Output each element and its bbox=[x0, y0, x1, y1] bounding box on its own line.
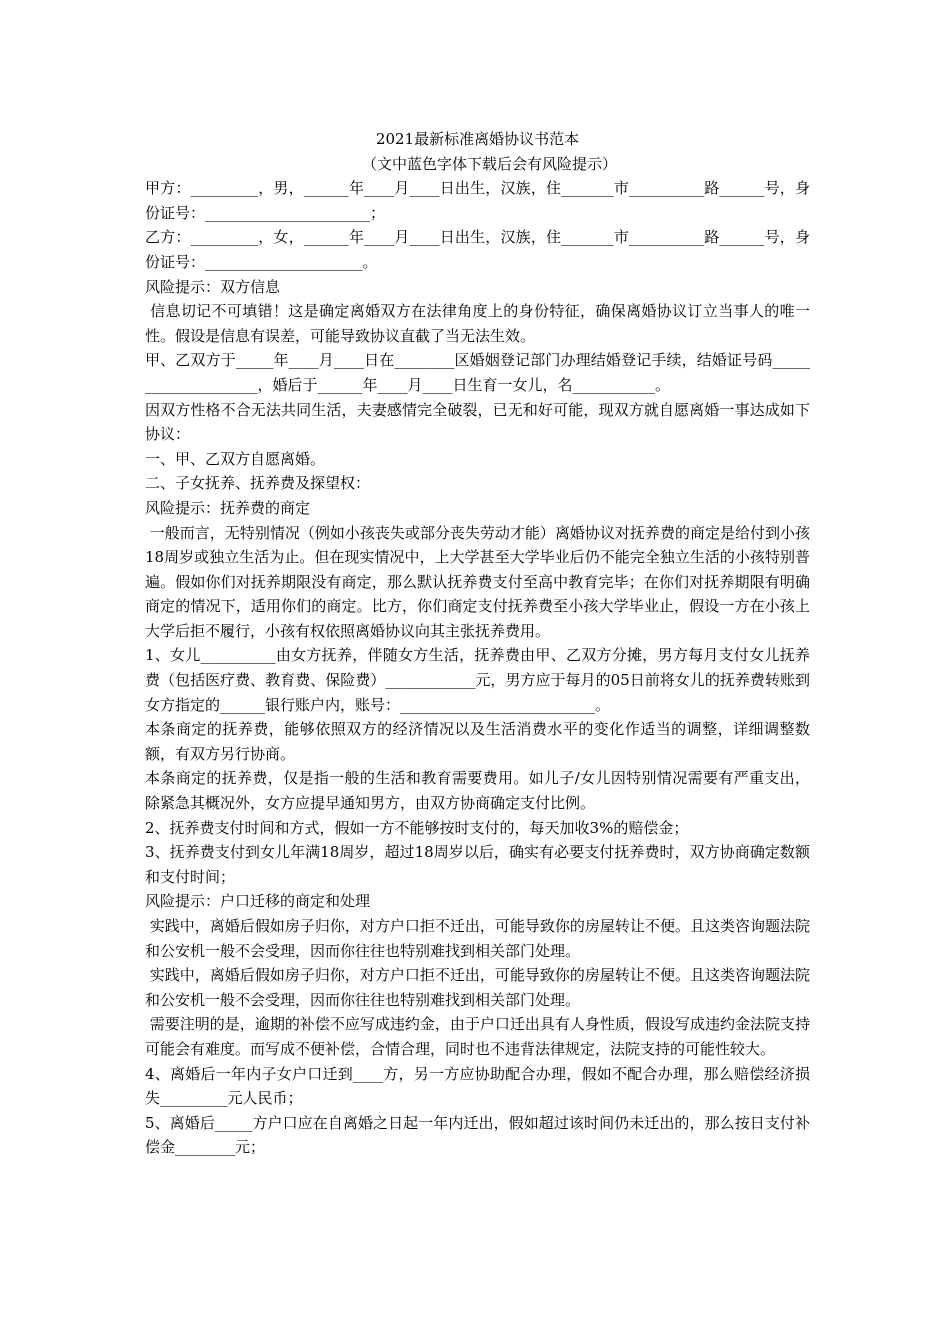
risk-tip-text: 需要注明的是，逾期的补偿不应写成违约金，由于户口迁出具有人身性质，假设写成违约金法院支持可能会有难度。而写成不便补偿，合情合理，同时也不违背法律规定，法院支持的可能性较大。 bbox=[145, 1015, 810, 1058]
clause-2-heading: 二、子女抚养、抚养费及探望权： bbox=[145, 474, 371, 493]
divorce-reason: 因双方性格不合无法共同生活，夫妻感情完全破裂，已无和好可能，现双方就自愿离婚一事达成如下协议： bbox=[145, 400, 810, 444]
marriage-info: 甲、乙双方于_____年____月____日在________区婚姻登记部门办理结婚登记手续，结婚证号码____________________，婚后于______年____月____日生育一女儿，名___________。 bbox=[145, 351, 810, 394]
risk-tip-heading: 风险提示：双方信息 bbox=[145, 277, 281, 296]
child-support-clause: 1、女儿__________由女方抚养，伴随女方生活，抚养费由甲、乙双方分摊，男方每月支付女儿抚养费（包括医疗费、教育费、保险费）____________元，男方应于每月的05日前将女儿的抚养费转账到女方指定的______银行账户内，账号：__________________________。 bbox=[145, 646, 810, 714]
support-scope-note: 本条商定的抚养费，仅是指一般的生活和教育需要费用。如儿子/女儿因特别情况需要有严重支出，除紧急其概况外，女方应提早通知男方，由双方协商确定支付比例。 bbox=[145, 769, 810, 813]
party-b-info: 乙方：_________，女，______年____月____日出生，汉族，住_______市__________路______号，身份证号：_____________________。 bbox=[145, 228, 810, 271]
document-title: 2021最新标准离婚协议书范本 bbox=[375, 130, 580, 148]
clause-1: 一、甲、乙双方自愿离婚。 bbox=[145, 449, 326, 468]
document-subtitle: （文中蓝色字体下载后会有风险提示） bbox=[361, 154, 617, 173]
risk-tip-text: 信息切记不可填错！这是确定离婚双方在法律角度上的身份特征，确保离婚协议订立当事人的唯一性。假设是信息有误差，可能导致协议直截了当无法生效。 bbox=[145, 302, 810, 345]
party-a-info: 甲方：_________，男，______年____月____日出生，汉族，住_______市__________路______号，身份证号：______________________； bbox=[145, 179, 810, 222]
support-payment-clause: 2、抚养费支付时间和方式，假如一方不能够按时支付的，每天加收3%的赔偿金； bbox=[145, 818, 689, 837]
risk-tip-text: 实践中，离婚后假如房子归你，对方户口拒不迁出，可能导致你的房屋转让不便。且这类咨询题法院和公安机一般不会受理，因而你往往也特别难找到相关部门处理。 bbox=[145, 917, 810, 960]
support-adjustment-note: 本条商定的抚养费，能够依照双方的经济情况以及生活消费水平的变化作适当的调整，详细调整数额，有双方另行协商。 bbox=[145, 720, 810, 763]
risk-tip-text: 实践中，离婚后假如房子归你，对方户口拒不迁出，可能导致你的房屋转让不便。且这类咨询题法院和公安机一般不会受理，因而你往往也特别难找到相关部门处理。 bbox=[145, 966, 810, 1009]
document-body bbox=[145, 127, 810, 1160]
support-duration-clause: 3、抚养费支付到女儿年满18周岁，超过18周岁以后，确实有必要支付抚养费时，双方协商确定数额和支付时间； bbox=[145, 843, 810, 886]
household-clause-5: 5、离婚后_____方户口应在自离婚之日起一年内迁出，假如超过该时间仍未迁出的，那么按日支付补偿金________元； bbox=[145, 1113, 810, 1157]
risk-tip-text: 一般而言，无特别情况（例如小孩丧失或部分丧失劳动才能）离婚协议对抚养费的商定是给付到小孩18周岁或独立生活为止。但在现实情况中，上大学甚至大学毕业后仍不能完全独立生活的小孩特别普遍。假如你们对抚养期限没有商定，那么默认抚养费支付至高中教育完毕；在你们对抚养期限有明确商定的情况下，适用你们的商定。比方，你们商定支付抚养费至小孩大学毕业止，假设一方在小孩上大学后拒不履行，小孩有权依照离婚协议向其主张抚养费用。 bbox=[145, 523, 810, 640]
risk-tip-heading: 风险提示：抚养费的商定 bbox=[145, 498, 311, 517]
risk-tip-heading: 风险提示：户口迁移的商定和处理 bbox=[145, 892, 371, 911]
household-clause-4: 4、离婚后一年内子女户口迁到____方，另一方应协助配合办理，假如不配合办理，那么赔偿经济损失_________元人民币； bbox=[145, 1064, 810, 1108]
